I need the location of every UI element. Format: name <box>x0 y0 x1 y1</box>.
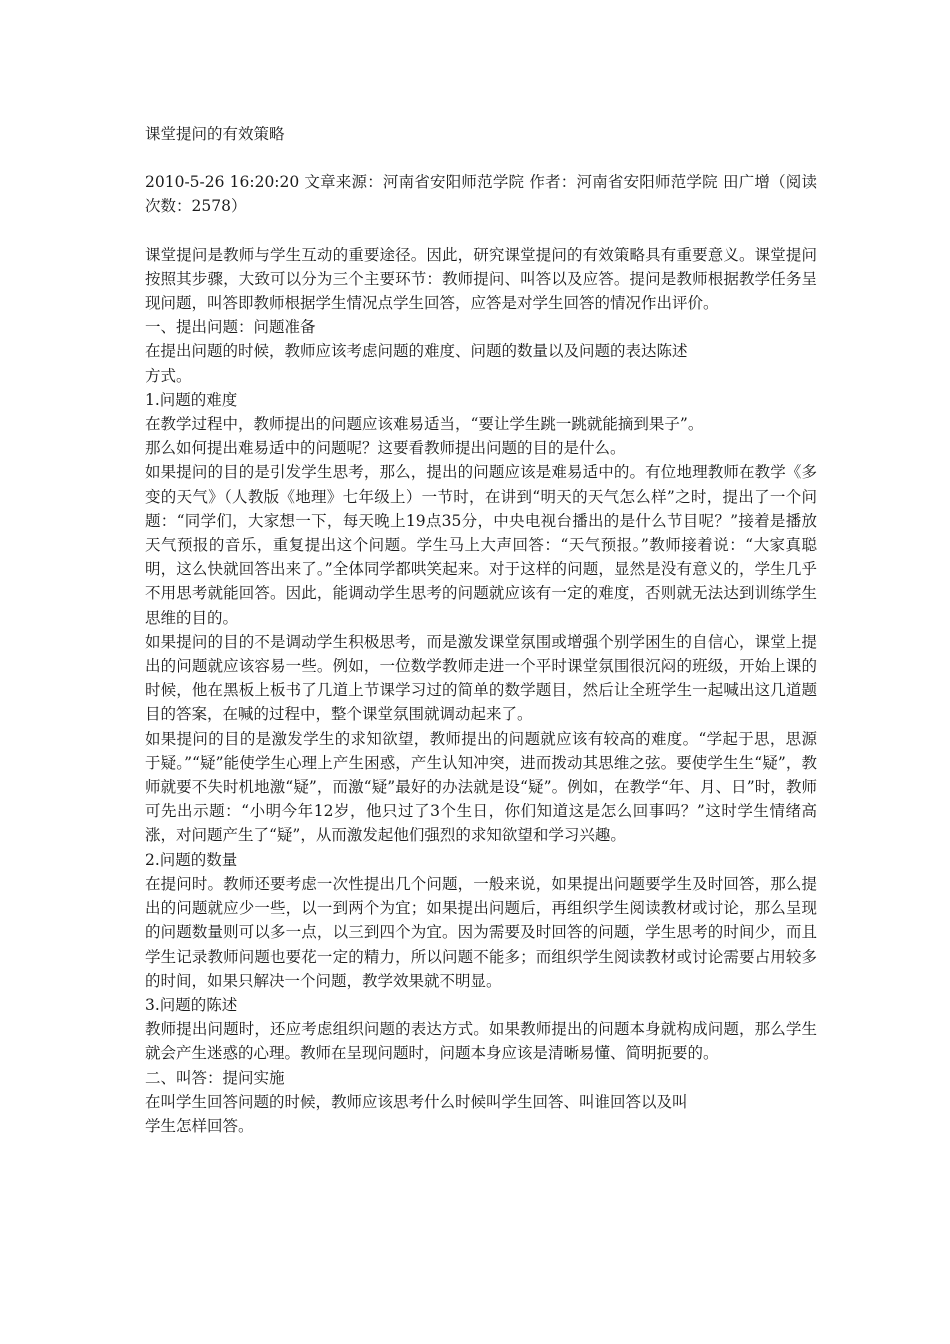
paragraph: 在提出问题的时候，教师应该考虑问题的难度、问题的数量以及问题的表达陈述 <box>145 342 688 361</box>
paragraph: 在叫学生回答问题的时候，教师应该思考什么时候叫学生回答、叫谁回答以及叫 <box>145 1092 688 1111</box>
document-body <box>145 122 817 1138</box>
subheading-statement: 3.问题的陈述 <box>145 995 238 1014</box>
paragraph: 方式。 <box>145 366 192 385</box>
subheading-difficulty: 1.问题的难度 <box>145 390 238 409</box>
paragraph: 如果提问的目的是激发学生的求知欲望，教师提出的问题就应该有较高的难度。“学起于思，思源于疑。”“疑”能使学生心理上产生困惑，产生认知冲突，进而拨动其思维之弦。要使学生生“疑”，教师就要不失时机地激“疑”，而激“疑”最好的办法就是设“疑”。例如，在教学“年、月、日”时，教师可先出示题：“小明今年12岁，他只过了3个生日，你们知道这是怎么回事吗？”这时学生情绪高涨，对问题产生了“疑”，从而激发起他们强烈的求知欲望和学习兴趣。 <box>145 729 817 845</box>
paragraph: 如果提问的目的是引发学生思考，那么，提出的问题应该是难易适中的。有位地理教师在教学《多变的天气》（人教版《地理》七年级上）一节时，在讲到“明天的天气怎么样”之时，提出了一个问题：“同学们，大家想一下，每天晚上19点35分，中央电视台播出的是什么节目呢？”接着是播放天气预报的音乐，重复提出这个问题。学生马上大声回答：“天气预报。”教师接着说：“大家真聪明，这么快就回答出来了。”全体同学都哄笑起来。对于这样的问题，显然是没有意义的，学生几乎不用思考就能回答。因此，能调动学生思考的问题就应该有一定的难度，否则就无法达到训练学生思维的目的。 <box>145 463 817 627</box>
paragraph: 在提问时。教师还要考虑一次性提出几个问题，一般来说，如果提出问题要学生及时回答，那么提出的问题就应少一些，以一到两个为宜；如果提出问题后，再组织学生阅读教材或讨论，那么呈现的问题数量则可以多一点，以三到四个为宜。因为需要及时回答的问题，学生思考的时间少，而且学生记录教师问题也要花一定的精力，所以问题不能多；而组织学生阅读教材或讨论需要占用较多的时间，如果只解决一个问题，教学效果就不明显。 <box>145 874 817 990</box>
paragraph: 那么如何提出难易适中的问题呢？这要看教师提出问题的目的是什么。 <box>145 439 626 458</box>
paragraph: 教师提出问题时，还应考虑组织问题的表达方式。如果教师提出的问题本身就构成问题，那么学生就会产生迷惑的心理。教师在呈现问题时，问题本身应该是清晰易懂、简明扼要的。 <box>145 1020 817 1063</box>
document-title: 课堂提问的有效策略 <box>145 125 285 143</box>
paragraph: 学生怎样回答。 <box>145 1116 254 1135</box>
paragraph: 如果提问的目的不是调动学生积极思考，而是激发课堂氛围或增强个别学困生的自信心，课堂上提出的问题就应该容易一些。例如，一位数学教师走进一个平时课堂氛围很沉闷的班级，开始上课的时候，他在黑板上板书了几道上节课学习过的简单的数学题目，然后让全班学生一起喊出这几道题目的答案，在喊的过程中，整个课堂氛围就调动起来了。 <box>145 632 817 724</box>
section-heading-2: 二、叫答：提问实施 <box>145 1068 285 1087</box>
paragraph: 在教学过程中，教师提出的问题应该难易适当，“要让学生跳一跳就能摘到果子”。 <box>145 415 704 434</box>
paragraph-intro: 课堂提问是教师与学生互动的重要途径。因此，研究课堂提问的有效策略具有重要意义。课堂提问按照其步骤，大致可以分为三个主要环节：教师提问、叫答以及应答。提问是教师根据教学任务呈现问题，叫答即教师根据学生情况点学生回答，应答是对学生回答的情况作出评价。 <box>145 245 817 313</box>
section-heading-1: 一、提出问题：问题准备 <box>145 318 316 337</box>
subheading-quantity: 2.问题的数量 <box>145 850 238 869</box>
article-meta: 2010-5-26 16:20:20 文章来源：河南省安阳师范学院 作者：河南省安阳师范学院 田广增（阅读次数：2578） <box>145 173 817 216</box>
